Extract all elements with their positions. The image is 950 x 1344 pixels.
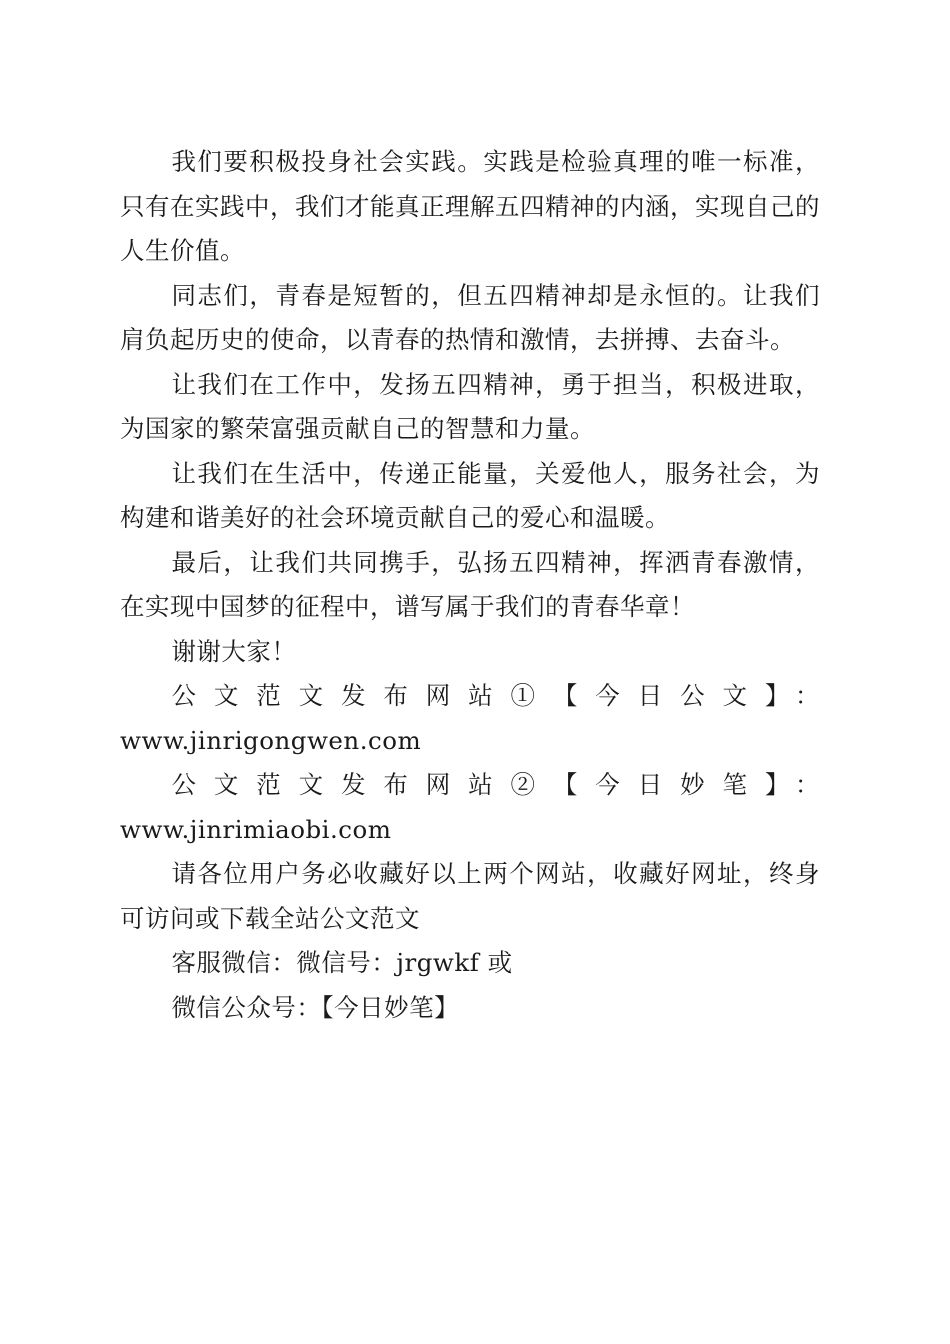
bookmark-notice: 请各位用户务必收藏好以上两个网站，收藏好网址，终身可访问或下载全站公文范文 bbox=[120, 859, 820, 933]
document-page bbox=[120, 140, 820, 1030]
paragraph-thanks: 谢谢大家！ bbox=[171, 636, 297, 666]
site-1-block bbox=[120, 674, 820, 763]
site-2-url[interactable]: www.jinrimiaobi.com bbox=[120, 814, 392, 844]
paragraph-comrades: 同志们，青春是短暂的，但五四精神却是永恒的。让我们肩负起历史的使命，以青春的热情和激情，去拼搏、去奋斗。 bbox=[120, 280, 820, 354]
paragraph-work: 让我们在工作中，发扬五四精神，勇于担当，积极进取，为国家的繁荣富强贡献自己的智慧和力量。 bbox=[120, 369, 820, 443]
site-1-url[interactable]: www.jinrigongwen.com bbox=[120, 725, 422, 755]
site-2-line bbox=[120, 763, 820, 852]
wechat-contact: 客服微信：微信号：jrgwkf 或 bbox=[171, 948, 513, 977]
site-2-label: 公文范文发布网站②【今日妙笔】： bbox=[171, 770, 820, 799]
official-account: 微信公众号：【今日妙笔】 bbox=[171, 992, 460, 1022]
paragraph-practice: 我们要积极投身社会实践。实践是检验真理的唯一标准，只有在实践中，我们才能真正理解五四精神的内涵，实现自己的人生价值。 bbox=[120, 147, 820, 265]
paragraph-life: 让我们在生活中，传递正能量，关爱他人，服务社会，为构建和谐美好的社会环境贡献自己的爱心和温暖。 bbox=[120, 458, 820, 532]
site-1-label: 公文范文发布网站①【今日公文】： bbox=[171, 681, 820, 710]
paragraph-closing: 最后，让我们共同携手，弘扬五四精神，挥洒青春激情，在实现中国梦的征程中，谱写属于我们的青春华章！ bbox=[120, 547, 820, 621]
